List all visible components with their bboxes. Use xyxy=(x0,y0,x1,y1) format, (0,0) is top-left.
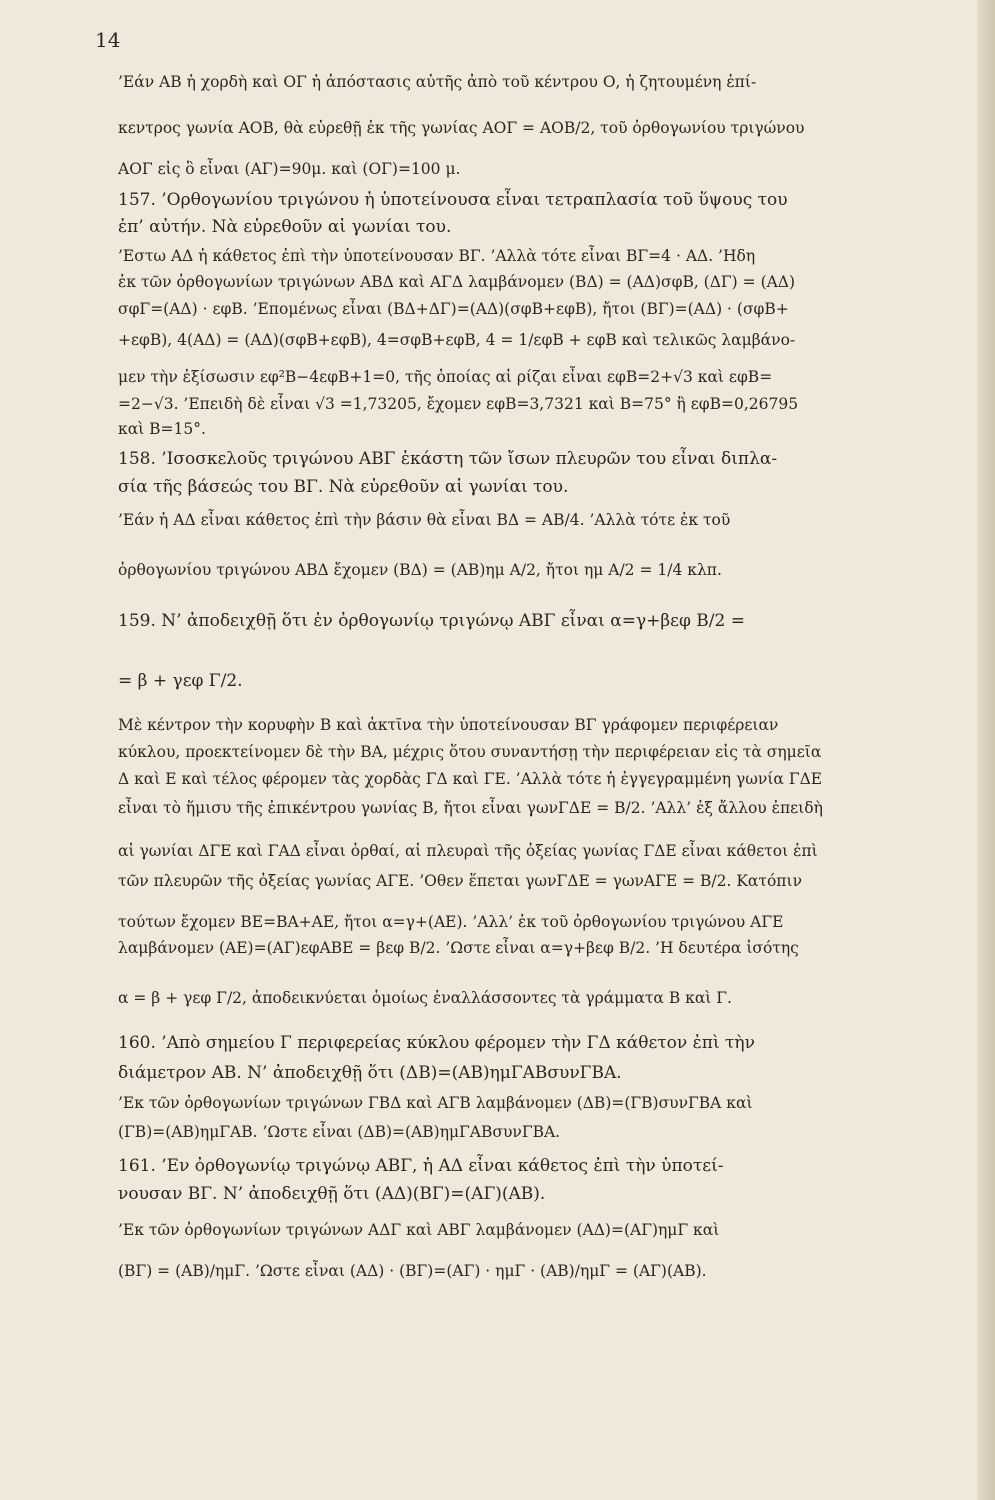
text-line: ’Εάν ἡ ΑΔ εἶναι κάθετος ἐπὶ τὴν βάσιν θὰ εἶναι ΒΔ = ΑΒ/4. ’Αλλὰ τότε ἐκ τοῦ xyxy=(118,511,731,529)
text-line: ’Εστω ΑΔ ἡ κάθετος ἐπὶ τὴν ὑποτείνουσαν ΒΓ. ’Αλλὰ τότε εἶναι ΒΓ=4 · ΑΔ. ’Ηδη xyxy=(118,247,756,265)
text-line: Δ καὶ Ε καὶ τέλος φέρομεν τὰς χορδὰς ΓΔ καὶ ΓΕ. ’Αλλὰ τότε ἡ ἐγγεγραμμένη γωνία ΓΔΕ xyxy=(118,770,823,788)
text-line: μεν τὴν ἐξίσωσιν εφ²Β−4εφΒ+1=0, τῆς ὁποίας αἱ ρίζαι εἶναι εφΒ=2+√3 καὶ εφΒ= xyxy=(118,368,773,386)
problem-157-statement: ἐπ’ αὐτήν. Νὰ εὑρεθοῦν αἱ γωνίαι του. xyxy=(118,217,452,237)
text-line: Μὲ κέντρον τὴν κορυφὴν Β καὶ ἀκτῖνα τὴν ὑποτείνουσαν ΒΓ γράφομεν περιφέρειαν xyxy=(118,716,779,734)
text-line: τῶν πλευρῶν τῆς ὀξείας γωνίας ΑΓΕ. ’Οθεν ἕπεται γωνΓΔΕ = γωνΑΓΕ = Β/2. Κατόπιν xyxy=(118,872,802,890)
text-line: κεντρος γωνία ΑΟΒ, θὰ εὑρεθῇ ἐκ τῆς γωνίας ΑΟΓ = ΑΟΒ/2, τοῦ ὀρθογωνίου τριγώνου xyxy=(118,119,805,137)
problem-159-statement: = β + γεφ Γ/2. xyxy=(118,671,243,691)
page-number: 14 xyxy=(95,28,121,52)
text-line: (ΒΓ) = (ΑΒ)/ημΓ. ’Ωστε εἶναι (ΑΔ) · (ΒΓ)=(ΑΓ) · ημΓ · (ΑΒ)/ημΓ = (ΑΓ)(ΑΒ). xyxy=(118,1262,707,1280)
problem-157-statement: 157. ’Ορθογωνίου τριγώνου ἡ ὑποτείνουσα εἶναι τετραπλασία τοῦ ὕψους του xyxy=(118,190,788,210)
text-line: ὀρθογωνίου τριγώνου ΑΒΔ ἔχομεν (ΒΔ) = (ΑΒ)ημ Α/2, ἤτοι ημ Α/2 = 1/4 κλπ. xyxy=(118,561,722,579)
problem-161-statement: 161. ’Εν ὀρθογωνίῳ τριγώνῳ ΑΒΓ, ἡ ΑΔ εἶναι κάθετος ἐπὶ τὴν ὑποτεί- xyxy=(118,1156,724,1176)
text-line: α = β + γεφ Γ/2, ἀποδεικνύεται ὁμοίως ἐναλλάσσοντες τὰ γράμματα Β καὶ Γ. xyxy=(118,989,732,1007)
text-line: ’Εάν ΑΒ ἡ χορδὴ καὶ ΟΓ ἡ ἀπόστασις αὐτῆς ἀπὸ τοῦ κέντρου Ο, ἡ ζητουμένη ἐπί- xyxy=(118,73,757,91)
text-line: τούτων ἔχομεν ΒΕ=ΒΑ+ΑΕ, ἤτοι α=γ+(ΑΕ). ’Αλλ’ ἐκ τοῦ ὀρθογωνίου τριγώνου ΑΓΕ xyxy=(118,913,784,931)
text-line: καὶ Β=15°. xyxy=(118,420,206,438)
text-line: σφΓ=(ΑΔ) · εφΒ. ’Επομένως εἶναι (ΒΔ+ΔΓ)=(ΑΔ)(σφΒ+εφΒ), ἤτοι (ΒΓ)=(ΑΔ) · (σφΒ+ xyxy=(118,300,789,318)
text-line: ΑΟΓ εἰς ὃ εἶναι (ΑΓ)=90μ. καὶ (ΟΓ)=100 μ. xyxy=(118,160,461,178)
book-spine-shadow xyxy=(977,0,995,1500)
text-line: =2−√3. ’Επειδὴ δὲ εἶναι √3 =1,73205, ἔχομεν εφΒ=3,7321 καὶ Β=75° ἢ εφΒ=0,26795 xyxy=(118,395,799,413)
text-line: (ΓΒ)=(ΑΒ)ημΓΑΒ. ’Ωστε εἶναι (ΔΒ)=(ΑΒ)ημΓΑΒσυνΓΒΑ. xyxy=(118,1123,561,1141)
text-line: ’Εκ τῶν ὀρθογωνίων τριγώνων ΑΔΓ καὶ ΑΒΓ λαμβάνομεν (ΑΔ)=(ΑΓ)ημΓ καὶ xyxy=(118,1221,720,1239)
text-line: +εφΒ), 4(ΑΔ) = (ΑΔ)(σφΒ+εφΒ), 4=σφΒ+εφΒ, 4 = 1/εφΒ + εφΒ καὶ τελικῶς λαμβάνο- xyxy=(118,331,796,349)
text-line: αἱ γωνίαι ΔΓΕ καὶ ΓΑΔ εἶναι ὀρθαί, αἱ πλευραὶ τῆς ὀξείας γωνίας ΓΔΕ εἶναι κάθετοι ἐπὶ xyxy=(118,842,818,860)
problem-160-statement: διάμετρον ΑΒ. Ν’ ἀποδειχθῇ ὅτι (ΔΒ)=(ΑΒ)ημΓΑΒσυνΓΒΑ. xyxy=(118,1063,622,1083)
text-line: ’Εκ τῶν ὀρθογωνίων τριγώνων ΓΒΔ καὶ ΑΓΒ λαμβάνομεν (ΔΒ)=(ΓΒ)συνΓΒΑ καὶ xyxy=(118,1094,753,1112)
text-line: εἶναι τὸ ἥμισυ τῆς ἐπικέντρου γωνίας Β, ἤτοι εἶναι γωνΓΔΕ = Β/2. ’Αλλ’ ἐξ ἄλλου ἐπειδὴ xyxy=(118,799,823,817)
text-line: λαμβάνομεν (ΑΕ)=(ΑΓ)εφΑΒΕ = βεφ Β/2. ’Ωστε εἶναι α=γ+βεφ Β/2. ’Η δευτέρα ἰσότης xyxy=(118,939,799,957)
problem-159-statement: 159. Ν’ ἀποδειχθῇ ὅτι ἐν ὀρθογωνίῳ τριγώνῳ ΑΒΓ εἶναι α=γ+βεφ Β/2 = xyxy=(118,611,745,631)
problem-161-statement: νουσαν ΒΓ. Ν’ ἀποδειχθῇ ὅτι (ΑΔ)(ΒΓ)=(ΑΓ)(ΑΒ). xyxy=(118,1184,546,1204)
problem-158-statement: σία τῆς βάσεώς του ΒΓ. Νὰ εὑρεθοῦν αἱ γωνίαι του. xyxy=(118,477,569,497)
text-line: ἐκ τῶν ὀρθογωνίων τριγώνων ΑΒΔ καὶ ΑΓΔ λαμβάνομεν (ΒΔ) = (ΑΔ)σφΒ, (ΔΓ) = (ΑΔ) xyxy=(118,273,796,291)
problem-160-statement: 160. ’Απὸ σημείου Γ περιφερείας κύκλου φέρομεν τὴν ΓΔ κάθετον ἐπὶ τὴν xyxy=(118,1033,755,1053)
text-line: κύκλου, προεκτείνομεν δὲ τὴν ΒΑ, μέχρις ὅτου συναντήσῃ τὴν περιφέρειαν εἰς τὰ σημεῖα xyxy=(118,743,822,761)
problem-158-statement: 158. ’Ισοσκελοῦς τριγώνου ΑΒΓ ἑκάστη τῶν ἴσων πλευρῶν του εἶναι διπλα- xyxy=(118,449,778,469)
